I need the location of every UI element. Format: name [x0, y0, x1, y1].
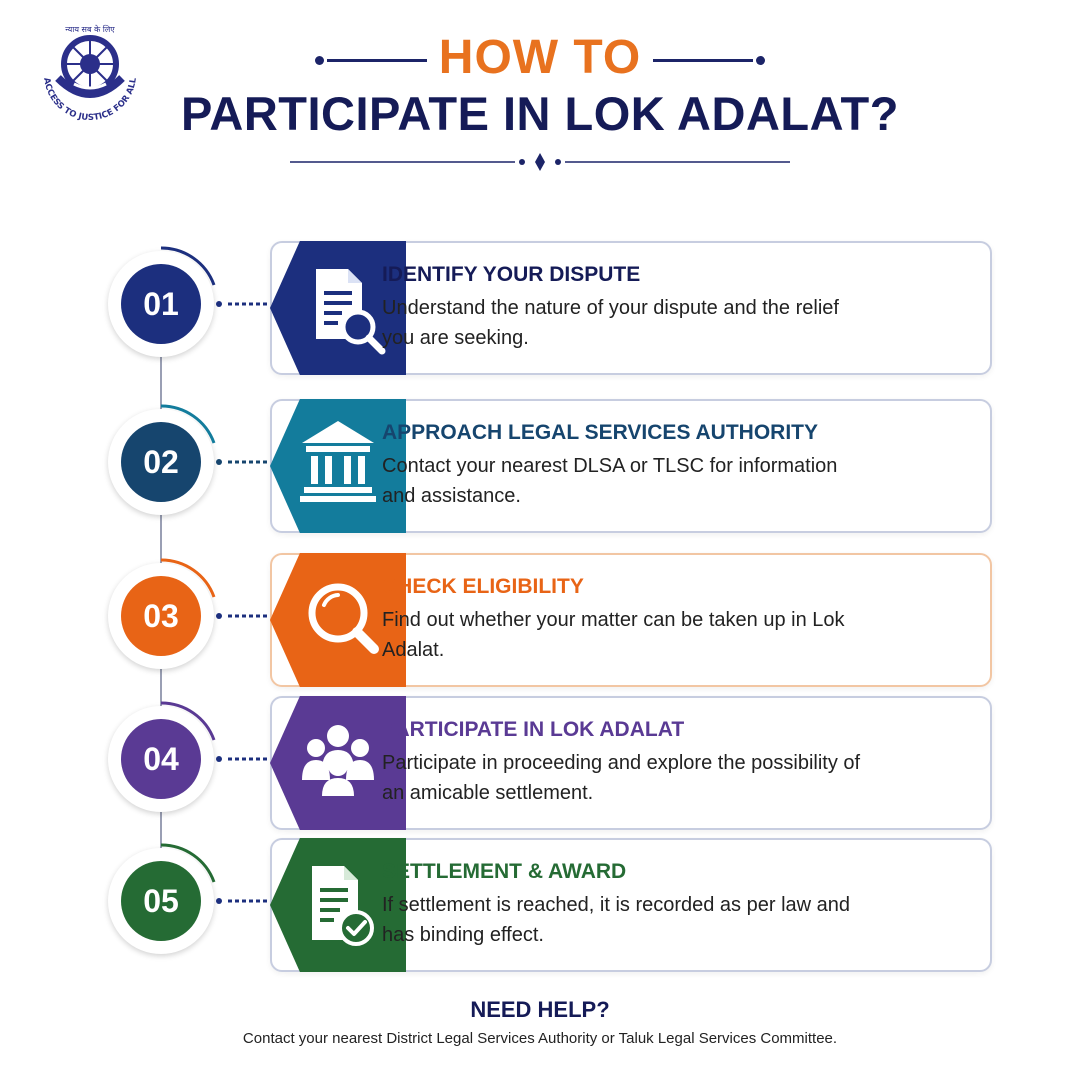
how-to-heading: HOW TO — [438, 31, 642, 84]
logo-top-text: न्याय सब के लिए — [65, 25, 115, 34]
step-number: 05 — [121, 861, 201, 941]
step-2 — [108, 399, 990, 531]
dotted-connector — [214, 613, 270, 619]
step-description: Participate in proceeding and explore the possibility of an amicable settlement. — [382, 752, 861, 804]
step-number: 02 — [121, 422, 201, 502]
step-description: Contact your nearest DLSA or TLSC for information and assistance. — [382, 455, 838, 507]
step-title: IDENTIFY YOUR DISPUTE — [382, 263, 641, 286]
step-4 — [108, 696, 990, 828]
page-title: PARTICIPATE IN LOK ADALAT? — [181, 87, 899, 140]
step-number-badge — [108, 409, 214, 515]
step-number: 01 — [121, 264, 201, 344]
title-deco-left — [327, 59, 427, 62]
title-deco-right — [653, 59, 753, 62]
step-5 — [108, 838, 990, 970]
dotted-connector — [214, 459, 270, 465]
title-divider — [290, 150, 790, 174]
dotted-connector — [214, 301, 270, 307]
step-title: PARTICIPATE IN LOK ADALAT — [382, 718, 685, 741]
title-top — [0, 30, 1080, 85]
help-heading: NEED HELP? — [470, 997, 610, 1022]
step-number-badge — [108, 706, 214, 812]
logo-bottom-text: ACCESS TO JUSTICE FOR ALL — [41, 77, 139, 124]
dotted-connector — [214, 756, 270, 762]
step-title: SETTLEMENT & AWARD — [382, 860, 627, 883]
step-number-badge — [108, 848, 214, 954]
step-description: If settlement is reached, it is recorded as per law and has binding effect. — [382, 894, 851, 946]
step-number-badge — [108, 251, 214, 357]
step-description: Find out whether your matter can be taken up in Lok Adalat. — [382, 609, 845, 661]
step-number: 03 — [121, 576, 201, 656]
step-title: CHECK ELIGIBILITY — [382, 575, 584, 598]
help-description: Contact your nearest District Legal Services Authority or Taluk Legal Services Committee. — [242, 1030, 838, 1047]
step-number-badge — [108, 563, 214, 669]
step-3 — [108, 553, 990, 685]
step-description: Understand the nature of your dispute and the relief you are seeking. — [382, 297, 839, 349]
step-1 — [108, 241, 990, 373]
step-title: APPROACH LEGAL SERVICES AUTHORITY — [382, 421, 818, 444]
step-number: 04 — [121, 719, 201, 799]
dotted-connector — [214, 898, 270, 904]
